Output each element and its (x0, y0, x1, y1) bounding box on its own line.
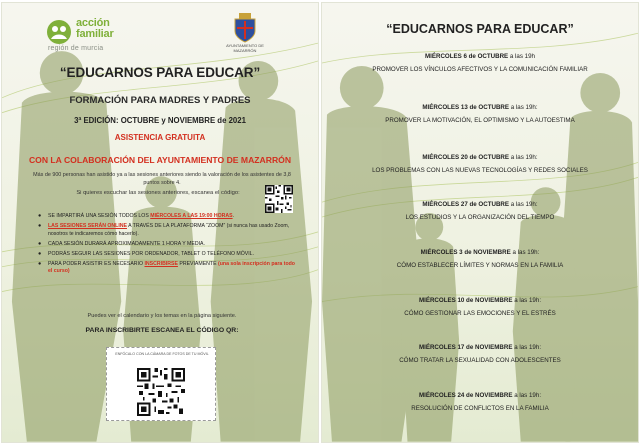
session-item (322, 201, 638, 222)
session-item (322, 249, 638, 270)
accion-familiar-logo (46, 17, 146, 57)
session-topic: LOS PROBLEMAS CON LAS NUEVAS TECNOLOGÍAS Y REDES SOCIALES (372, 167, 588, 174)
session-date: MIÉRCOLES 20 de OCTUBRE a las 19h: (422, 154, 538, 161)
list-item (38, 223, 298, 238)
calendar-note: Puedes ver el calendario y los temas en la página siguiente. (87, 313, 237, 319)
session-topic: RESOLUCIÓN DE CONFLICTOS EN LA FAMILIA (411, 405, 549, 412)
info-bullet-list (38, 213, 298, 278)
registration-qr-panel (106, 347, 216, 421)
bullet-icon: ● (38, 250, 42, 257)
bullet-icon: ● (38, 222, 42, 229)
bullet-icon: ● (38, 213, 42, 219)
schedule-title: “EDUCARNOS PARA EDUCAR” (386, 22, 574, 36)
bullet-text: PREVIAMENTE (177, 260, 218, 267)
register-instruction: PARA INSCRIBIRTE ESCANEA EL CÓDIGO QR: (85, 327, 239, 334)
session-item (322, 104, 638, 125)
session-date: MIÉRCOLES 10 de NOVIEMBRE a las 19h: (418, 297, 542, 304)
logo-text-region: región de murcia (48, 45, 104, 52)
previous-sessions-qr-code[interactable] (265, 185, 293, 213)
list-item (38, 251, 298, 259)
bullet-highlight: LAS SESIONES SERÁN ONLINE (48, 222, 127, 229)
bullet-text: PODRÁS SEGUIR LAS SESIONES POR ORDENADOR, TABLET O TELÉFONO MÓVIL. (48, 250, 255, 257)
flyer-title: “EDUCARNOS PARA EDUCAR” (59, 65, 261, 80)
session-topic: CÓMO ESTABLECER LÍMITES Y NORMAS EN LA FAMILIA (396, 262, 564, 269)
bullet-text: PARA PODER ASISTIR ES NECESARIO (48, 260, 145, 267)
edition-line: 3ª EDICIÓN: OCTUBRE y NOVIEMBRE de 2021 (74, 116, 246, 125)
session-date: MIÉRCOLES 27 de OCTUBRE a las 19h: (422, 201, 538, 208)
accion-familiar-logo-icon (46, 19, 72, 45)
bullet-highlight: (una sola inscripción para todo el curso) (48, 260, 295, 275)
registration-qr-code[interactable] (137, 368, 185, 416)
bullet-highlight: MIÉRCOLES A LAS 19:00 HORAS (150, 213, 233, 219)
bullet-icon: ● (38, 240, 42, 247)
session-topic: PROMOVER LA MOTIVACIÓN, EL OPTIMISMO Y LA AUTOESTIMA (385, 117, 575, 124)
session-date: MIÉRCOLES 13 de OCTUBRE a las 19h: (422, 104, 538, 111)
session-item (322, 297, 638, 318)
session-item (322, 53, 638, 74)
logo-text-familiar: familiar (76, 28, 114, 40)
list-item (38, 261, 298, 276)
collaboration-heading: CON LA COLABORACIÓN DEL AYUNTAMIENTO DE MAZARRÓN (28, 155, 292, 165)
list-item (38, 241, 298, 249)
session-topic: PROMOVER LOS VÍNCULOS AFECTIVOS Y LA COMUNICACIÓN FAMILIAR (372, 66, 588, 73)
flyer-page-left (1, 2, 319, 443)
flyer-page-right (321, 2, 639, 443)
session-date: MIÉRCOLES 3 de NOVIEMBRE a las 19h: (420, 249, 540, 256)
flyer-subtitle: FORMACIÓN PARA MADRES Y PADRES (69, 95, 251, 106)
logo-text-accion: acción (76, 17, 110, 29)
session-date: MIÉRCOLES 6 de OCTUBRE a las 19h (424, 53, 536, 60)
qr-instruction-label: ENFÓCALO CON LA CÁMARA DE FOTOS DE TU MÓVIL (115, 352, 209, 356)
crest-label: AYUNTAMIENTO DE MAZARRÓN (226, 43, 264, 53)
mazarron-crest-icon (233, 13, 257, 43)
intro-paragraph: Más de 900 personas han asistido ya a las sesiones anteriores siendo la valoración de los asistentes de 3,8 puntos sobre 4. (33, 172, 291, 186)
session-date: MIÉRCOLES 24 de NOVIEMBRE a las 19h: (418, 392, 542, 399)
bullet-highlight: INSCRIBIRSE (144, 260, 178, 267)
bullet-icon: ● (38, 260, 42, 267)
list-item (38, 213, 298, 221)
session-date: MIÉRCOLES 17 de NOVIEMBRE a las 19h: (418, 344, 542, 351)
session-item (322, 154, 638, 175)
session-topic: LOS ESTUDIOS Y LA ORGANIZACIÓN DEL TIEMPO (405, 214, 555, 221)
bullet-text: . (232, 213, 235, 219)
session-item (322, 392, 638, 413)
bullet-text: A TRAVÉS DE LA PLATAFORMA “ZOOM” (si nunca has usado Zoom, nosotros te indicaremos cómo hacerlo). (48, 222, 290, 237)
bullet-text: SE IMPARTIRÁ UNA SESIÓN TODOS LOS (48, 213, 151, 219)
bullet-text: CADA SESIÓN DURARÁ APROXIMADAMENTE 1 HORA Y MEDIA. (48, 240, 205, 247)
session-topic: CÓMO TRATAR LA SEXUALIDAD CON ADOLESCENTES (399, 357, 561, 364)
session-item (322, 344, 638, 365)
session-topic: CÓMO GESTIONAR LAS EMOCIONES Y EL ESTRÉS (404, 310, 556, 317)
scan-previous-sessions-text: Si quieres escuchar las sesiones anteriores, escanea el código: (76, 190, 240, 196)
free-attendance-heading: ASISTENCIA GRATUITA (114, 133, 206, 142)
